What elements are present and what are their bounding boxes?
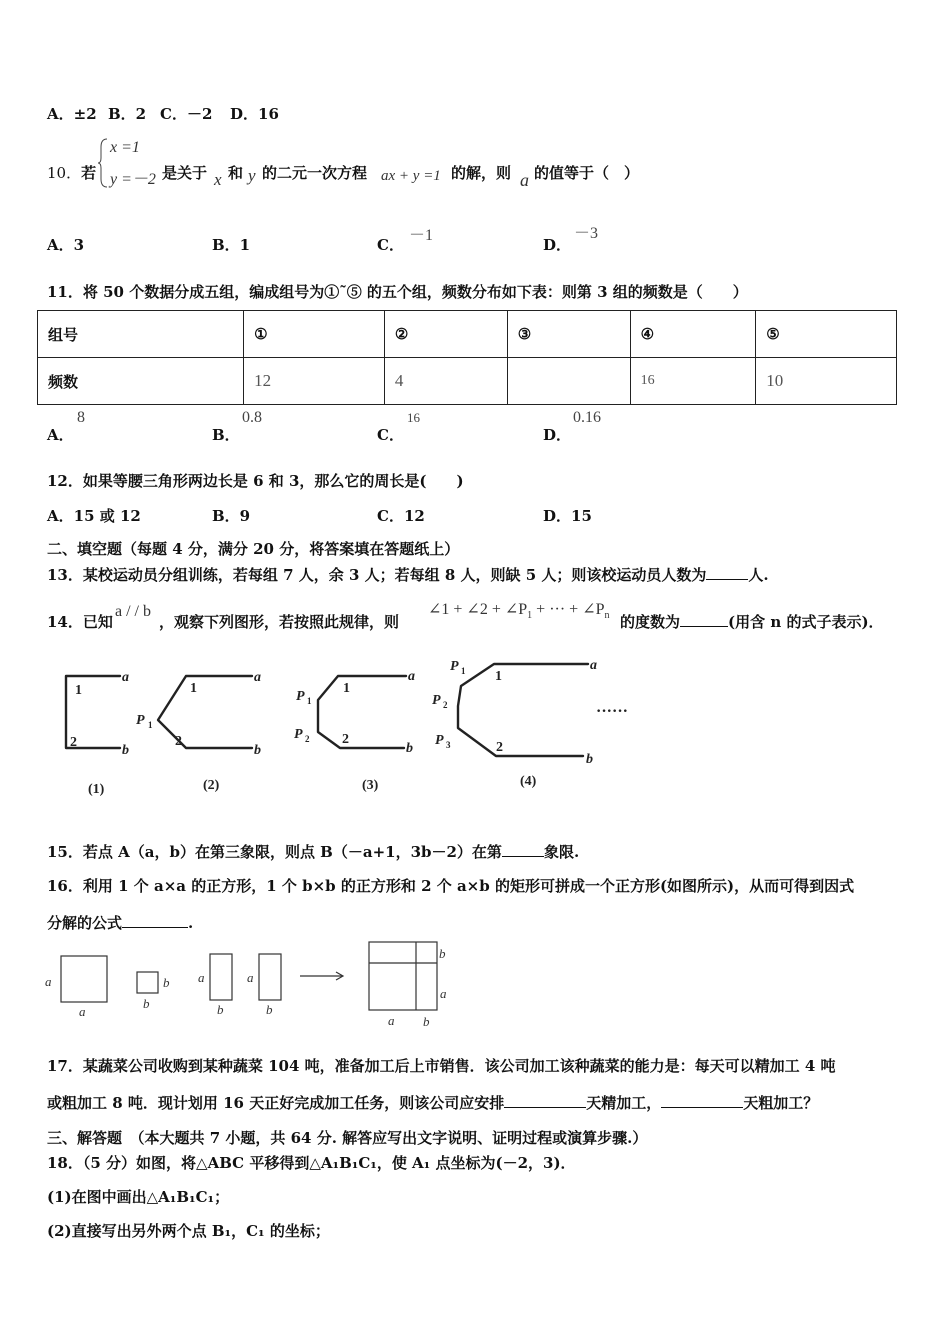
q12-option-d: D．15 [543,507,592,525]
table-cell: 组号 [38,311,244,358]
q10-text3: 的解，则 [451,164,512,182]
q11-question: 11．将 50 个数据分成五组，编成组号为①˜⑤ 的五个组，频数分布如下表：则第 3 组的频数是（ ） [47,283,748,301]
fig1-caption: (1) [88,782,105,797]
fig3-caption: (3) [362,778,379,793]
q12-option-a: A．15 或 12 [47,507,141,525]
q10-text1: 是关于 [162,164,208,182]
fig3-label-a: a [408,669,415,684]
label-a: a [440,986,447,1001]
q9-option-d: D．16 [230,105,279,123]
q10-option-b: B．1 [212,236,251,254]
fig2-label-a: a [254,670,261,685]
q15-tail: 象限. [543,843,580,861]
fig4-label-p3: P [435,733,444,748]
q10-system-eq1: x =1 [110,139,140,156]
q10-option-c-value: －1 [409,227,434,244]
q10-var-x: x [214,170,222,189]
fig4-angle-2: 2 [496,740,503,755]
q9-option-a: A．±2 [47,105,97,123]
table-cell: ④ [630,311,756,358]
fig4-caption: (4) [520,774,537,789]
q14-answer-blank [680,613,728,627]
square-a [61,956,107,1002]
table-cell: ③ [507,311,630,358]
label-b: b [143,996,150,1011]
label-a: a [247,970,254,985]
q9-option-c: C．－2 [160,105,213,123]
q13-tail: 人. [748,566,769,584]
q13-question [47,564,769,585]
fig2-lines [158,676,252,748]
table-cell: 4 [384,358,507,405]
fig4-label-p2: P [432,693,441,708]
q14-expr-part2: + ··· + ∠P [536,601,605,618]
fig4-lines [458,664,588,756]
combined-square [369,942,437,1010]
label-b: b [266,1002,273,1017]
fig4-label-a: a [590,658,597,673]
section-heading-fill-blank: 二、填空题（每题 4 分，满分 20 分，将答案填在答题纸上） [47,540,460,558]
table-row [38,358,897,405]
q11-option-a-value: 8 [77,409,85,426]
label-a: a [79,1004,86,1019]
q14-text1: 14．已知 [47,613,113,631]
q14-expr-sub1: 1 [527,610,533,622]
fig2-label-p1: P [136,713,145,728]
q11-option-c-value: 16 [407,410,420,425]
q10-system-eq2: y =－2 [110,171,156,188]
fig2-label-b: b [254,743,261,758]
q10-option-a: A．3 [47,236,85,254]
label-b: b [217,1002,224,1017]
q17-text-c: 天粗加工？ [743,1094,819,1112]
fig3-label-p1: P [296,689,305,704]
q17-answer-blank-2 [661,1094,743,1108]
fig4-label-p1: P [450,659,459,674]
fig3-label-b: b [406,741,413,756]
q16-line2 [47,912,193,933]
table-cell: 10 [756,358,897,405]
q11-option-c: C． [377,426,404,444]
table-cell: 16 [630,358,756,405]
table-cell [507,358,630,405]
q17-line1: 17．某蔬菜公司收购到某种蔬菜 104 吨，准备加工后上市销售．该公司加工该种蔬菜的能力是：每天可以精加工 4 吨 [47,1057,836,1075]
fig1-label-a: a [122,670,129,685]
q14-figure [40,648,660,808]
q10-option-c: C． [377,236,404,254]
fig4-label-p3-sub: 3 [446,740,451,750]
q17-line2 [47,1092,818,1113]
table-cell: ② [384,311,507,358]
q14-text2: ，观察下列图形，若按照此规律，则 [159,613,400,631]
fig2-caption: (2) [203,778,220,793]
q14-angle-expression [428,599,610,621]
q11-option-b-value: 0.8 [242,409,262,426]
rect-ab-2 [259,954,281,1000]
fig4-label-b: b [586,752,593,767]
fig4-label-p1-sub: 1 [461,666,466,676]
section-heading-answer: 三、解答题 （本大题共 7 小题，共 64 分. 解答应写出文字说明、证明过程或演算步骤.） [47,1129,648,1147]
q14-expr-part1: ∠1 + ∠2 + ∠P [428,601,528,618]
rect-ab-1 [210,954,232,1000]
q15-text: 15．若点 A（a，b）在第三象限，则点 B（－a+1，3b－2）在第 [47,843,502,861]
fig3-lines [318,676,406,748]
fig2-angle-1: 1 [190,681,197,696]
fig3-angle-1: 1 [343,681,350,696]
q14-parallel: a / / b [115,603,151,620]
q12-option-c: C．12 [377,507,425,525]
fig2-label-p1-sub: 1 [148,720,153,730]
q10-brace [97,137,109,189]
q11-option-a: A． [47,426,74,444]
fig3-label-p2-sub: 2 [305,734,310,744]
q16-tail: . [188,914,194,932]
table-cell: ① [244,311,385,358]
q10-var-a: a [520,170,529,190]
fig1-angle-1: 1 [75,683,82,698]
label-b: b [439,946,446,961]
q10-text4: 的值等于（ ） [534,164,640,182]
q16-answer-blank [122,914,188,928]
q15-question [47,841,579,862]
q10-option-d-value: －3 [574,225,599,242]
table-cell: ⑤ [756,311,897,358]
q17-text-b: 天精加工， [586,1094,662,1112]
table-row [38,311,897,358]
q16-line1: 16．利用 1 个 a×a 的正方形，1 个 b×b 的正方形和 2 个 a×b 的矩形可拼成一个正方形(如图所示)，从而可得到因式 [47,877,855,895]
label-a: a [198,970,205,985]
q18-part2: (2)直接写出另外两个点 B₁，C₁ 的坐标； [47,1222,330,1240]
q10-number: 10． [47,164,82,182]
q14-expr-sub2: n [604,610,610,622]
q18-part1: (1)在图中画出△A₁B₁C₁； [47,1188,230,1206]
q14-text3: 的度数为 [620,613,681,631]
q14-text4: (用含 n 的式子表示)． [728,613,884,631]
q13-answer-blank [706,566,748,580]
square-b [137,972,158,993]
q16-figure [40,938,470,1033]
label-b: b [163,975,170,990]
q11-option-d: D． [543,426,572,444]
q16-text: 分解的公式 [47,914,123,932]
fig1-label-b: b [122,743,129,758]
fig4-label-p2-sub: 2 [443,700,448,710]
fig3-label-p2: P [294,727,303,742]
q11-option-d-value: 0.16 [573,409,601,426]
q18-question: 18．（5 分）如图，将△ABC 平移得到△A₁B₁C₁，使 A₁ 点坐标为(－2，3)． [47,1154,576,1172]
q17-answer-blank-1 [504,1094,586,1108]
fig1-angle-2: 2 [70,735,77,750]
q10-var-y: y [248,166,256,185]
fig2-angle-2: 2 [175,734,182,749]
table-cell: 12 [244,358,385,405]
q11-option-b: B． [212,426,240,444]
figure-continuation-dots: ······ [596,703,629,720]
q10-ruo: 若 [81,164,97,182]
q12-option-b: B．9 [212,507,251,525]
label-b: b [423,1014,430,1029]
frequency-table [37,310,897,405]
fig3-label-p1-sub: 1 [307,696,312,706]
label-a: a [45,974,52,989]
q10-text2: 的二元一次方程 [262,164,368,182]
q15-answer-blank [502,843,544,857]
q10-option-d: D． [543,236,572,254]
label-a: a [388,1013,395,1028]
q13-text: 13．某校运动员分组训练，若每组 7 人，余 3 人；若每组 8 人，则缺 5 人；则该校运动员人数为 [47,566,707,584]
q17-text-a: 或粗加工 8 吨．现计划用 16 天正好完成加工任务，则该公司应安排 [47,1094,505,1112]
q10-equation: ax + y =1 [381,168,441,184]
fig4-angle-1: 1 [495,669,502,684]
fig3-angle-2: 2 [342,732,349,747]
q12-question: 12．如果等腰三角形两边长是 6 和 3，那么它的周长是( ) [47,472,464,490]
table-cell: 频数 [38,358,244,405]
q9-option-b: B．2 [108,105,147,123]
q10-text-he: 和 [228,164,244,182]
